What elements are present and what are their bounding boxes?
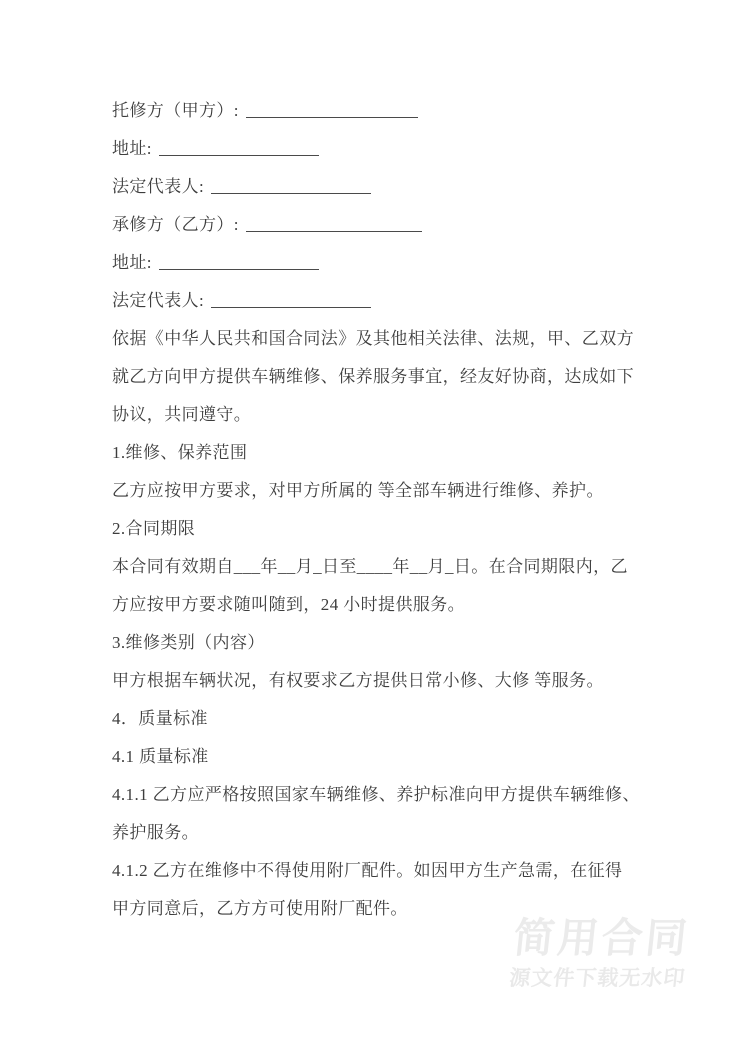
section-2-paragraph-line: 方应按甲方要求随叫随到，24 小时提供服务。 <box>112 595 466 614</box>
field-client-party <box>112 92 636 130</box>
section-2-paragraph-line: 本合同有效期自___年__月_日至____年__月_日。在合同期限内，乙 <box>112 557 628 576</box>
field-contractor-address <box>112 244 636 282</box>
fill-in-blank <box>246 214 422 232</box>
fill-in-blank <box>211 176 371 194</box>
section-1-paragraph: 乙方应按甲方要求，对甲方所属的 等全部车辆进行维修、养护。 <box>112 481 604 500</box>
section-3-heading: 3.维修类别（内容） <box>112 633 265 652</box>
preamble-line: 就乙方向甲方提供车辆维修、保养服务事宜，经友好协商，达成如下 <box>112 367 634 386</box>
watermark-tagline: 源文件下载无水印 <box>508 967 687 990</box>
fill-in-blank <box>159 252 319 270</box>
fill-in-blank <box>246 100 418 118</box>
section-3-paragraph: 甲方根据车辆状况，有权要求乙方提供日常小修、大修 等服务。 <box>112 671 604 690</box>
field-label: 承修方（乙方）: <box>112 215 239 234</box>
section-1-heading: 1.维修、保养范围 <box>112 443 248 462</box>
fill-in-blank <box>159 138 319 156</box>
field-label: 托修方（甲方）: <box>112 101 239 120</box>
preamble-line: 协议，共同遵守。 <box>112 405 252 424</box>
contract-body <box>112 92 640 928</box>
clause-4-1-2-line: 4.1.2 乙方在维修中不得使用附厂配件。如因甲方生产急需，在征得 <box>112 861 623 880</box>
clause-4-1-1-line: 4.1.1 乙方应严格按照国家车辆维修、养护标准向甲方提供车辆维修、 <box>112 785 640 804</box>
clause-4-1-2-line: 甲方同意后，乙方方可使用附厂配件。 <box>112 899 408 918</box>
field-contractor-party <box>112 206 636 244</box>
field-label: 法定代表人: <box>112 291 205 310</box>
field-label: 法定代表人: <box>112 177 205 196</box>
section-4-1-heading: 4.1 质量标准 <box>112 747 209 766</box>
field-contractor-legal-representative <box>112 282 636 320</box>
section-4-heading: 4．质量标准 <box>112 709 208 728</box>
field-client-legal-representative <box>112 168 636 206</box>
watermark-logo-text: 简用合同 <box>511 915 692 961</box>
preamble-line: 依据《中华人民共和国合同法》及其他相关法律、法规，甲、乙双方 <box>112 329 634 348</box>
clause-4-1-1-line: 养护服务。 <box>112 823 199 842</box>
fill-in-blank <box>211 290 371 308</box>
field-label: 地址: <box>112 253 152 272</box>
field-client-address <box>112 130 636 168</box>
field-label: 地址: <box>112 139 152 158</box>
section-2-heading: 2.合同期限 <box>112 519 196 538</box>
